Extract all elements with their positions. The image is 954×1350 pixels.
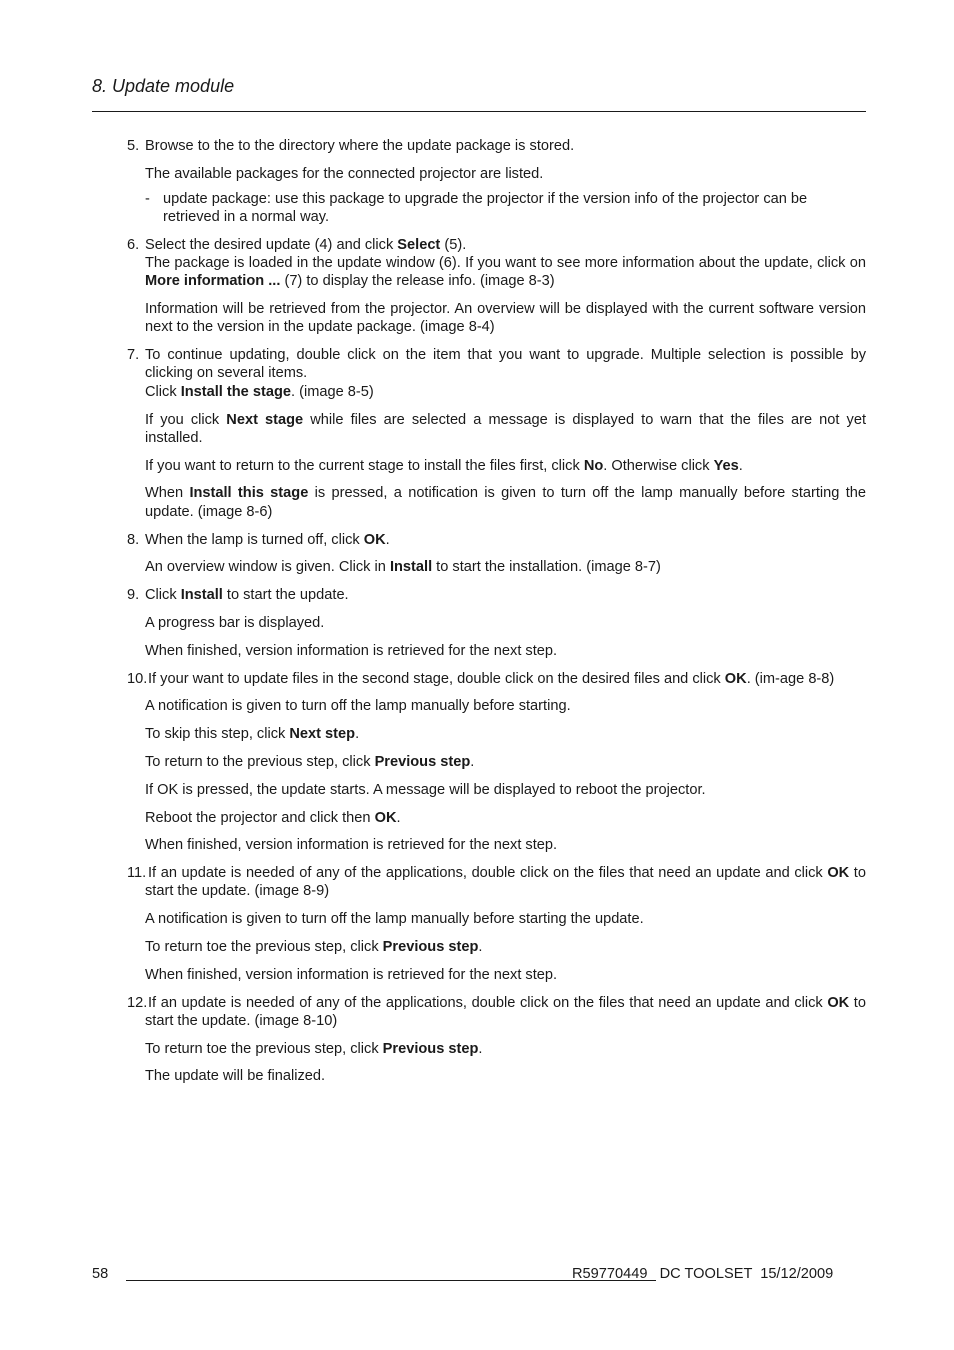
text-run: Click <box>145 587 181 604</box>
text-run: An overview window is given. Click in <box>145 559 390 576</box>
ui-term-install-this-stage: Install this stage <box>189 485 309 502</box>
text-run: . <box>470 753 475 770</box>
text-run: . (image 8-5) <box>290 383 374 400</box>
step-text <box>145 938 866 956</box>
step-text <box>145 670 866 688</box>
text-run: to start the update. <box>222 587 349 604</box>
ui-term-next-stage: Next stage <box>226 411 304 428</box>
bullet-dash: - <box>145 190 150 207</box>
header-divider <box>92 111 866 112</box>
step-text <box>145 236 866 291</box>
step-number: 12. <box>127 994 148 1011</box>
step-number: 7. <box>127 347 140 364</box>
text-run: (7) to display the release info. (image 8-3) <box>280 273 555 290</box>
step-number: 5. <box>127 138 140 154</box>
step-text: To continue updating, double click on the item that you want to upgrade. Multiple selection is possible by clicking on several items. <box>145 347 866 382</box>
step-text: When finished, version information is retrieved for the next step. <box>145 966 558 983</box>
text-run: . (im-age 8-8) <box>746 670 835 687</box>
step-text <box>145 383 866 401</box>
ui-term-install: Install <box>180 587 223 604</box>
step-text <box>145 558 866 576</box>
page-footer <box>92 1266 866 1288</box>
text-run: Reboot the projector and click then <box>145 809 375 826</box>
step-text <box>145 994 866 1031</box>
step-9 <box>92 586 866 660</box>
page-number: 58 <box>92 1266 109 1282</box>
step-number: 10. <box>127 670 148 687</box>
step-text <box>145 753 866 771</box>
step-number: 8. <box>127 531 140 548</box>
step-text <box>145 531 866 549</box>
ui-term-no: No <box>583 457 604 474</box>
document-reference: R59770449 DC TOOLSET 15/12/2009 <box>572 1266 834 1282</box>
step-number: 9. <box>127 587 140 604</box>
ui-term-previous-step: Previous step <box>374 753 471 770</box>
ui-term-install: Install <box>389 559 433 576</box>
step-text <box>145 864 866 901</box>
ui-term-ok: OK <box>724 670 747 687</box>
text-run: To return toe the previous step, click <box>145 939 383 955</box>
text-run: . <box>478 1040 483 1057</box>
ui-term-yes: Yes <box>713 457 739 474</box>
step-8 <box>92 531 866 577</box>
step-5 <box>92 137 866 226</box>
step-7 <box>92 346 866 521</box>
ui-term-ok: OK <box>827 865 850 882</box>
text-run: . <box>355 726 360 743</box>
bullet-item <box>145 190 866 227</box>
step-6 <box>92 236 866 337</box>
text-run: to start the update. (image 8-9) <box>145 865 866 900</box>
text-run: to start the installation. (image 8-7) <box>432 559 661 576</box>
ui-term-next-step: Next step <box>289 726 356 743</box>
text-run: If an update is needed of any of the applications, double click on the files that need an update and click <box>148 865 828 882</box>
text-run: To return to the previous step, click <box>145 753 375 770</box>
ui-term-ok: OK <box>363 531 386 548</box>
ui-term-install-the-stage: Install the stage <box>180 383 291 400</box>
step-text <box>145 725 866 743</box>
step-text <box>145 411 866 448</box>
ui-term-more-information: More information ... <box>145 273 281 290</box>
ui-term-previous-step: Previous step <box>382 1040 479 1057</box>
step-number: 11. <box>127 865 147 882</box>
text-run: To skip this step, click <box>145 726 290 743</box>
ui-term-select: Select <box>397 236 441 253</box>
text-run: The package is loaded in the update window (6). If you want to see more information about the update, click on <box>145 254 866 271</box>
step-text <box>145 1040 866 1058</box>
text-run: . Otherwise click <box>603 457 714 474</box>
step-10 <box>92 670 866 855</box>
step-text: A progress bar is displayed. <box>145 614 325 631</box>
text-run: To return toe the previous step, click <box>145 1040 383 1057</box>
text-run: When the lamp is turned off, click <box>145 531 364 548</box>
text-run: while files are selected a message is displayed to warn that the files are not yet installed. <box>145 411 867 446</box>
step-number: 6. <box>127 236 140 253</box>
text-run: to start the update. (image 8-10) <box>145 994 866 1029</box>
step-text: A notification is given to turn off the lamp manually before starting the update. <box>145 911 644 928</box>
step-12 <box>92 994 866 1086</box>
step-text <box>145 457 866 475</box>
ui-term-ok: OK <box>827 994 850 1011</box>
step-text <box>145 809 866 827</box>
text-run: If your want to update files in the second stage, double click on the desired files and click <box>148 670 725 687</box>
step-text <box>145 484 866 521</box>
ui-term-previous-step: Previous step <box>382 939 479 955</box>
text-run: . <box>396 809 401 826</box>
step-text: The available packages for the connected projector are listed. <box>145 165 544 182</box>
text-run: If you want to return to the current stage to install the files first, click <box>145 457 584 474</box>
step-text: If OK is pressed, the update starts. A message will be displayed to reboot the projector. <box>145 781 706 798</box>
step-text: Information will be retrieved from the projector. An overview will be displayed with the current software version next to the version in the update package. (image 8-4) <box>145 301 866 336</box>
text-run: When <box>145 485 190 502</box>
step-text <box>145 586 866 604</box>
ui-term-ok: OK <box>374 809 397 826</box>
step-text: When finished, version information is retrieved for the next step. <box>145 642 558 659</box>
step-text: Browse to the to the directory where the update package is stored. <box>145 138 575 154</box>
bullet-text: update package: use this package to upgrade the projector if the version info of the projector can be retrieved in a normal way. <box>163 190 808 225</box>
step-text: The update will be finalized. <box>145 1068 326 1085</box>
text-run: (5). <box>440 236 467 253</box>
step-text: A notification is given to turn off the lamp manually before starting. <box>145 698 571 715</box>
text-run: If you click <box>145 411 227 428</box>
text-run: Click <box>145 383 181 400</box>
section-title: 8. Update module <box>92 76 235 96</box>
instruction-list <box>92 137 866 1095</box>
step-11 <box>92 864 866 984</box>
text-run: . <box>478 939 483 955</box>
step-text: When finished, version information is retrieved for the next step. <box>145 837 558 854</box>
text-run: If an update is needed of any of the applications, double click on the files that need an update and click <box>148 994 828 1011</box>
text-run: . <box>738 457 743 474</box>
text-run: . <box>385 531 390 548</box>
text-run: is pressed, a notification is given to turn off the lamp manually before starting the update. (image 8-6) <box>145 485 866 520</box>
text-run: Select the desired update (4) and click <box>145 236 398 253</box>
